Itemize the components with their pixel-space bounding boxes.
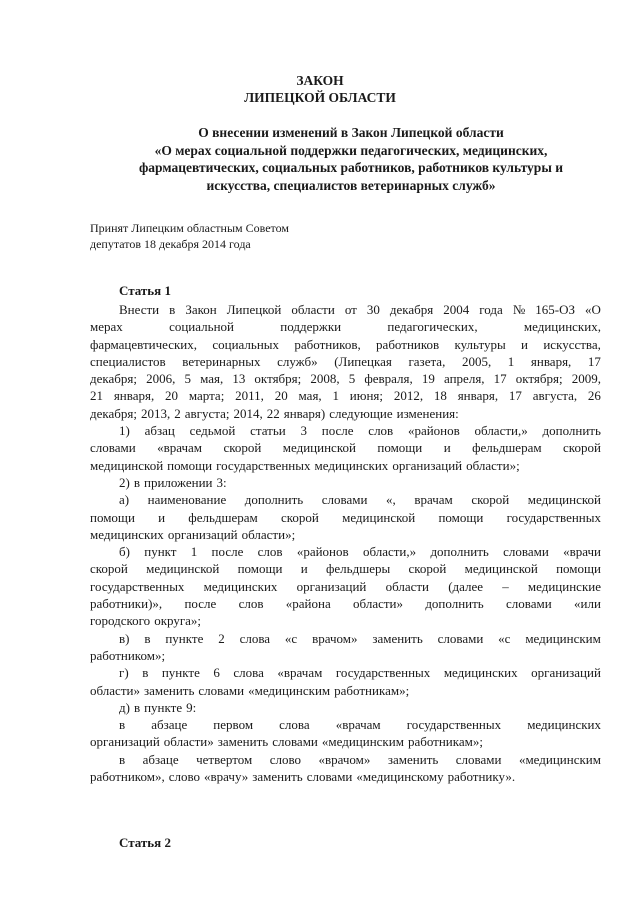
word: скорой: [471, 492, 510, 508]
word: 3: [300, 423, 307, 439]
word: дополнить: [430, 544, 489, 560]
word: газета,: [408, 353, 446, 369]
word: пункте: [161, 665, 200, 681]
article-2-heading: Статья 2: [119, 835, 171, 850]
law-title: [0, 72, 640, 106]
word: наименование: [147, 492, 227, 508]
word: в: [142, 665, 149, 681]
word: «с: [284, 630, 298, 646]
word: 2012,: [393, 388, 424, 404]
subtitle-line: «О мерах социальной поддержки педагогических, медицинских,: [154, 142, 548, 158]
word: «врачам: [335, 717, 381, 733]
article-1-line: [90, 768, 601, 785]
word: медицинских: [527, 717, 601, 733]
word: приложении: [143, 474, 213, 490]
word: области»;: [241, 526, 296, 542]
word: августа,: [532, 388, 578, 404]
article-1-line: [90, 595, 601, 612]
article-1-line: [90, 699, 601, 716]
word: государственных: [506, 509, 601, 525]
word: «врачу»: [204, 769, 249, 785]
word: 165-ОЗ: [535, 302, 575, 317]
word: скорой: [223, 440, 262, 456]
word: дополнить: [425, 596, 484, 612]
word: абзаце: [142, 751, 179, 767]
word: словами: [90, 440, 136, 456]
article-1-line: [90, 751, 601, 768]
word: пункт: [144, 544, 177, 560]
word: мерах: [90, 319, 123, 335]
word: скорой: [90, 561, 128, 577]
word: медицинской: [146, 561, 220, 577]
word: 1: [190, 544, 198, 560]
word: области,»: [474, 423, 528, 439]
word: заменить: [252, 769, 303, 785]
word: словами: [306, 769, 353, 785]
word: области»: [90, 682, 140, 698]
word: медицинской: [282, 440, 356, 456]
word: работникам»;: [407, 734, 483, 750]
word: в: [119, 717, 126, 733]
word: июня;: [349, 388, 384, 404]
word: 17: [493, 371, 507, 387]
word: словами: [198, 682, 245, 698]
word: скорой: [408, 561, 447, 577]
word: б): [119, 544, 130, 560]
word: января,: [457, 388, 499, 404]
word: работником»;: [90, 647, 166, 663]
word: февраля,: [364, 371, 413, 387]
word: «с: [498, 630, 511, 646]
word: декабря;: [90, 371, 137, 387]
word: (Липецкая: [334, 353, 392, 369]
article-1-line: [90, 336, 601, 353]
word: 1): [119, 423, 130, 439]
word: медицинские: [527, 578, 601, 594]
word: врачом»: [312, 630, 358, 646]
word: «врачам: [277, 665, 323, 681]
word: организаций: [392, 457, 463, 473]
word: слова: [279, 717, 310, 733]
word: статьи: [250, 423, 286, 439]
subtitle-line: О внесении изменений в Закон Липецкой области: [198, 125, 504, 140]
word: 5: [348, 371, 356, 387]
word: марта;: [188, 388, 225, 404]
law-subtitle: [96, 124, 606, 194]
word: апреля,: [444, 371, 485, 387]
word: мая,: [200, 371, 224, 387]
word: 21: [90, 388, 103, 404]
word: 5: [184, 371, 191, 387]
word: государственных: [335, 665, 431, 681]
article-1-line: [90, 543, 601, 560]
word: 17: [508, 388, 522, 404]
article-1-line: [90, 422, 601, 439]
word: искусства,: [543, 336, 601, 352]
word: скорой: [281, 509, 319, 525]
word: 18: [433, 388, 447, 404]
law-title-line-2: ЛИПЕЦКОЙ ОБЛАСТИ: [244, 90, 396, 105]
word: слов: [368, 423, 394, 439]
word: декабря;: [90, 405, 137, 421]
word: врачам: [414, 492, 453, 508]
adoption-note: [90, 221, 289, 252]
word: фельдшерам: [472, 440, 542, 456]
law-title-line-1: ЗАКОН: [296, 73, 344, 88]
article-1-line: [90, 664, 601, 681]
article-1-line: [90, 387, 601, 404]
word: 20: [165, 388, 179, 404]
word: 2014,: [233, 405, 263, 421]
word: №: [512, 302, 526, 317]
word: «,: [386, 492, 396, 508]
word: 1: [332, 388, 339, 404]
word: 6: [213, 665, 220, 681]
word: области: [385, 578, 430, 594]
word: помощи: [556, 561, 601, 577]
word: следующие: [329, 405, 393, 421]
article-1-line: [90, 578, 601, 595]
word: работников: [376, 336, 440, 352]
word: области,»: [362, 544, 417, 560]
word: медицинских: [203, 578, 278, 594]
word: заменить: [143, 682, 195, 698]
word: (далее: [448, 578, 484, 594]
word: в): [119, 630, 130, 646]
article-1-line: [90, 733, 601, 750]
word: от: [344, 302, 357, 317]
word: 19: [421, 371, 435, 387]
word: организаций: [296, 578, 367, 594]
word: медицинской: [527, 492, 601, 508]
word: января,: [530, 353, 572, 369]
word: ветеринарных: [182, 353, 261, 369]
subtitle-line: искусства, специалистов ветеринарных служб»: [206, 177, 496, 193]
word: первом: [213, 717, 254, 733]
word: 2011,: [235, 388, 264, 404]
word: слово: [269, 751, 302, 767]
word: 2004: [443, 302, 470, 317]
article-1-line: [90, 682, 601, 699]
word: словами: [503, 544, 549, 560]
word: скорой: [563, 440, 601, 456]
word: 2: [218, 630, 225, 646]
article-1-line: [90, 439, 601, 456]
word: мая,: [298, 388, 322, 404]
word: работники)»,: [90, 596, 163, 612]
word: 20: [274, 388, 288, 404]
word: 2005,: [461, 353, 492, 369]
word: абзаце: [151, 717, 188, 733]
word: и: [158, 509, 166, 525]
word: заменить: [372, 630, 423, 646]
article-1-body: [90, 301, 601, 785]
word: после: [211, 544, 244, 560]
word: 17: [587, 353, 601, 369]
word: в: [133, 474, 140, 490]
word: служб»: [277, 353, 318, 369]
word: января,: [113, 388, 155, 404]
word: 2): [119, 474, 130, 490]
word: организаций: [167, 526, 238, 542]
word: «или: [574, 596, 601, 612]
word: 2013,: [140, 405, 171, 421]
word: 2: [174, 405, 181, 421]
word: организаций: [90, 734, 160, 750]
word: 22: [266, 405, 280, 421]
article-1-line: [90, 509, 601, 526]
word: словами: [506, 596, 552, 612]
word: социальной: [169, 319, 234, 335]
article-1-line: [90, 318, 601, 335]
article-1-line: [90, 405, 601, 422]
word: «врачи: [563, 544, 601, 560]
word: года: [479, 302, 503, 317]
word: области: [291, 302, 335, 317]
word: культуры: [454, 336, 506, 352]
article-1-line: [90, 474, 601, 491]
word: после: [321, 423, 354, 439]
word: пункте: [165, 630, 204, 646]
word: изменения:: [396, 405, 459, 421]
word: 26: [587, 388, 601, 404]
word: помощи: [377, 440, 423, 456]
article-1-line: [90, 630, 601, 647]
word: «медицинским: [321, 734, 404, 750]
article-1-line: [90, 457, 601, 474]
word: декабря: [389, 302, 434, 317]
word: помощи: [90, 509, 135, 525]
word: Липецкой: [226, 302, 282, 317]
word: после: [184, 596, 217, 612]
word: и: [300, 561, 308, 577]
word: работнику».: [447, 769, 516, 785]
word: 1: [507, 353, 515, 369]
word: области»: [353, 596, 404, 612]
word: словами: [272, 734, 318, 750]
word: седьмой: [189, 423, 236, 439]
word: помощи: [237, 561, 283, 577]
word: работников,: [294, 336, 361, 352]
word: медицинской: [464, 561, 538, 577]
word: «районов: [296, 544, 349, 560]
word: «врачам: [157, 440, 203, 456]
word: 3:: [216, 474, 227, 490]
article-1-line: [90, 716, 601, 733]
word: работником»,: [90, 769, 165, 785]
word: работникам»;: [334, 682, 410, 698]
word: медицинским: [525, 630, 601, 646]
word: 2006,: [146, 371, 176, 387]
word: абзац: [144, 423, 175, 439]
word: «районов: [407, 423, 460, 439]
word: медицинских: [443, 665, 518, 681]
article-1-line: [90, 560, 601, 577]
word: помощи: [167, 457, 213, 473]
word: медицинской: [342, 509, 416, 525]
word: в: [119, 751, 126, 767]
word: фельдшеры: [325, 561, 391, 577]
word: октября;: [515, 371, 563, 387]
word: государственных: [406, 717, 502, 733]
word: слова: [239, 630, 271, 646]
word: «О: [584, 302, 601, 317]
article-1-heading: Статья 1: [119, 283, 171, 298]
word: дополнить: [244, 492, 304, 508]
word: словами: [455, 751, 502, 767]
word: и: [443, 440, 451, 456]
adoption-note-line-1: Принят Липецким областным Советом: [90, 221, 289, 235]
adoption-note-line-2: депутатов 18 декабря 2014 года: [90, 236, 251, 251]
word: д): [119, 699, 130, 715]
word: социальных: [212, 336, 280, 352]
article-1-line: [90, 301, 601, 318]
word: слово: [168, 769, 201, 785]
word: помощи: [438, 509, 484, 525]
word: словами: [437, 630, 484, 646]
word: городского: [90, 613, 151, 629]
word: округа»;: [154, 613, 202, 629]
word: государственных: [216, 457, 311, 473]
word: в: [169, 302, 176, 317]
word: 9:: [186, 699, 197, 715]
word: 13: [232, 371, 246, 387]
word: в: [133, 699, 141, 715]
word: 2008,: [310, 371, 340, 387]
word: и: [521, 336, 529, 352]
subtitle-line: фармацевтических, социальных работников, работников культуры и: [138, 160, 564, 175]
article-1-line: [90, 612, 601, 629]
article-1-line: [90, 647, 601, 664]
word: области»;: [466, 457, 520, 473]
article-1-line: [90, 491, 601, 508]
article-1-line: [90, 370, 601, 387]
word: медицинской: [90, 457, 164, 473]
word: специалистов: [90, 353, 166, 369]
word: в: [144, 630, 151, 646]
word: заменить: [217, 734, 269, 750]
word: 2009,: [571, 371, 601, 387]
word: 30: [366, 302, 380, 317]
word: государственных: [90, 578, 185, 594]
word: октября;: [254, 371, 302, 387]
word: четвертом: [196, 751, 253, 767]
word: слов: [257, 544, 283, 560]
word: января): [283, 405, 326, 421]
word: «медицинским: [518, 751, 601, 767]
word: «района: [285, 596, 331, 612]
word: –: [502, 578, 509, 594]
word: поддержки: [280, 319, 342, 335]
word: фармацевтических,: [90, 336, 198, 352]
word: августа;: [184, 405, 230, 421]
word: «медицинским: [248, 682, 331, 698]
word: заменить: [387, 751, 439, 767]
word: фельдшерам: [188, 509, 258, 525]
word: «врачом»: [318, 751, 371, 767]
word: медицинских,: [523, 319, 601, 335]
word: организаций: [531, 665, 601, 681]
word: г): [119, 665, 129, 681]
article-1-line: [90, 526, 601, 543]
word: Закон: [185, 302, 217, 317]
word: пункте: [144, 699, 183, 715]
word: а): [119, 492, 130, 508]
word: медицинских: [90, 526, 164, 542]
word: слов: [238, 596, 264, 612]
word: «медицинскому: [356, 769, 444, 785]
word: педагогических,: [387, 319, 478, 335]
article-1-line: [90, 353, 601, 370]
word: словами: [321, 492, 368, 508]
word: Внести: [119, 302, 160, 317]
word: дополнить: [542, 423, 601, 439]
word: слова: [233, 665, 264, 681]
word: области»: [163, 734, 214, 750]
word: медицинских: [314, 457, 389, 473]
